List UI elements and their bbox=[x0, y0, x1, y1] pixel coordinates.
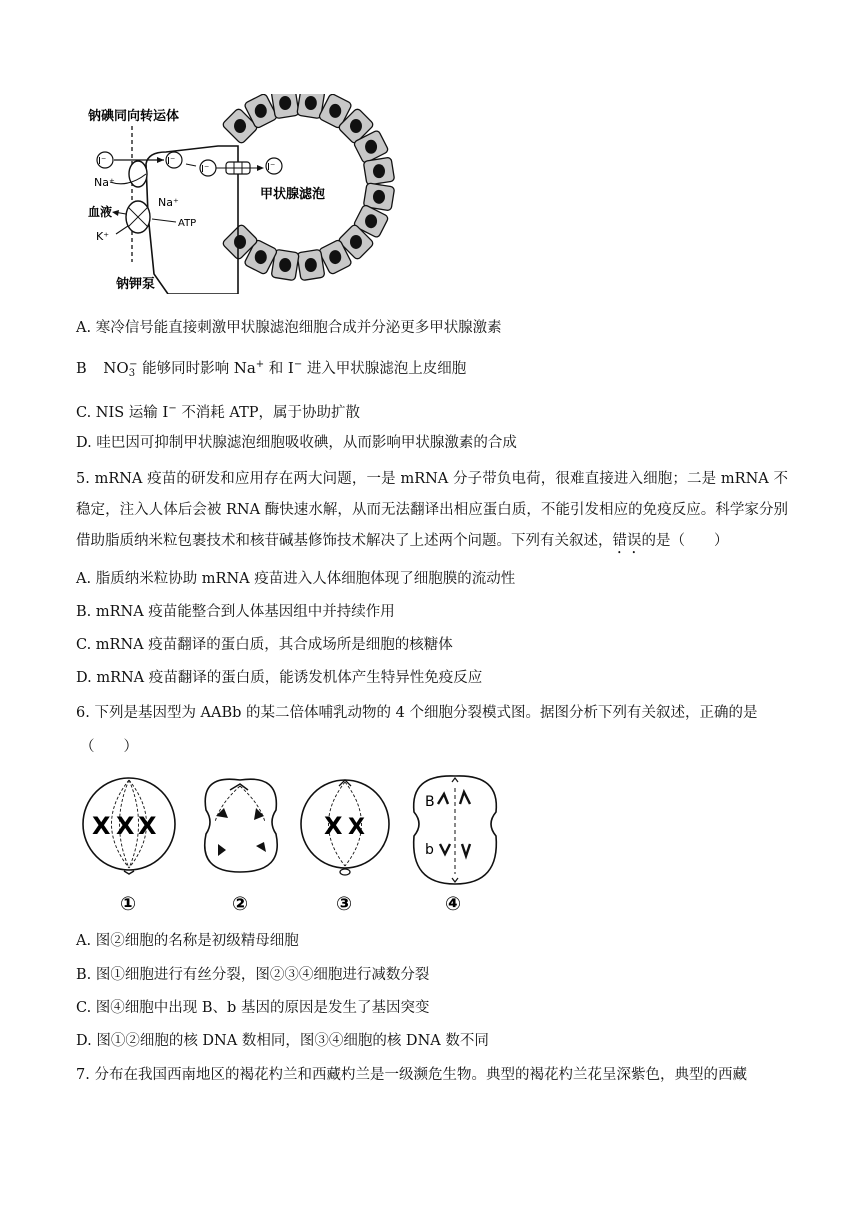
iodide-ion-c: I− bbox=[162, 403, 177, 421]
cell-nucleus bbox=[350, 119, 362, 133]
blood-label: 血液 bbox=[88, 205, 113, 219]
q4-option-d: D. 哇巴因可抑制甲状腺滤泡细胞吸收碘，从而影响甲状腺激素的合成 bbox=[76, 435, 517, 451]
svg-text:X: X bbox=[116, 812, 135, 840]
cell-2 bbox=[205, 779, 278, 872]
svg-text:X: X bbox=[348, 815, 365, 840]
cell-4 bbox=[414, 776, 497, 884]
atp-label: ATP bbox=[178, 218, 197, 229]
ion-i-label: I⁻ bbox=[98, 156, 107, 167]
cell-nucleus bbox=[373, 164, 385, 178]
gene-b-lower: b bbox=[425, 842, 434, 858]
q6-option-c: C. 图④细胞中出现 B、b 基因的原因是发生了基因突变 bbox=[76, 1000, 430, 1016]
option-c-end: 不消耗 ATP，属于协助扩散 bbox=[181, 405, 361, 421]
option-b-end: 进入甲状腺滤泡上皮细胞 bbox=[306, 361, 467, 377]
ion-i-follicle: I⁻ bbox=[267, 162, 276, 173]
sodium-ion: Na+ bbox=[233, 359, 265, 377]
q6-option-a: A. 图②细胞的名称是初级精母细胞 bbox=[76, 933, 299, 949]
cell-nucleus bbox=[279, 258, 291, 272]
svg-text:X: X bbox=[138, 812, 157, 840]
q7-stem: 7. 分布在我国西南地区的褐花杓兰和西藏杓兰是一级濒危生物。典型的褐花杓兰花呈深紫色，典型的西藏 bbox=[76, 1067, 747, 1083]
q6-option-b: B. 图①细胞进行有丝分裂，图②③④细胞进行减数分裂 bbox=[76, 967, 430, 983]
cell-nucleus bbox=[234, 119, 246, 133]
cell-nucleus bbox=[305, 96, 317, 110]
cell-label-4: ④ bbox=[445, 893, 462, 914]
svg-text:X: X bbox=[324, 812, 343, 840]
q5-emphasis: 错误 bbox=[612, 533, 642, 549]
thyroid-follicle-diagram bbox=[88, 94, 418, 294]
cell-nucleus bbox=[365, 214, 377, 228]
option-b-and: 和 bbox=[268, 361, 284, 377]
ion-k-label: K⁺ bbox=[96, 230, 110, 243]
cell-nucleus bbox=[255, 104, 267, 118]
ion-i-inside: I⁻ bbox=[167, 156, 176, 167]
q4-option-c bbox=[76, 399, 360, 423]
cell-nucleus bbox=[305, 258, 317, 272]
cell-label-3: ③ bbox=[336, 893, 353, 914]
option-b-letter: B bbox=[76, 361, 87, 377]
q5-option-a: A. 脂质纳米粒协助 mRNA 疫苗进入人体细胞体现了细胞膜的流动性 bbox=[76, 571, 516, 587]
cell-1 bbox=[83, 778, 175, 874]
q6-stem: 6. 下列是基因型为 AABb 的某二倍体哺乳动物的 4 个细胞分裂模式图。据图分析下列有关叙述，正确的是 bbox=[76, 705, 758, 721]
pump-label: 钠钾泵 bbox=[116, 277, 156, 292]
cell-label-1: ① bbox=[120, 893, 137, 914]
q6-stem-bracket: （ ） bbox=[80, 739, 138, 755]
cell-nucleus bbox=[234, 235, 246, 249]
q5-option-d: D. mRNA 疫苗翻译的蛋白质，能诱发机体产生特异性免疫反应 bbox=[76, 670, 483, 686]
q5-stem bbox=[76, 464, 788, 557]
cell-nucleus bbox=[350, 235, 362, 249]
q5-option-b: B. mRNA 疫苗能整合到人体基因组中并持续作用 bbox=[76, 604, 395, 620]
q5-option-c: C. mRNA 疫苗翻译的蛋白质，其合成场所是细胞的核糖体 bbox=[76, 637, 453, 653]
iodide-ion: I− bbox=[287, 359, 303, 377]
nitrate-ion: $NO_3^-$ bbox=[103, 359, 138, 379]
q5-stem-end: 的是（ ） bbox=[641, 533, 729, 549]
cell-division-diagram bbox=[80, 774, 510, 914]
q6-option-d: D. 图①②细胞的核 DNA 数相同，图③④细胞的核 DNA 数不同 bbox=[76, 1033, 489, 1049]
cell-nucleus bbox=[329, 250, 341, 264]
cell-nucleus bbox=[279, 96, 291, 110]
cell-3 bbox=[301, 780, 389, 875]
symporter-label: 钠碘同向转运体 bbox=[88, 109, 180, 124]
svg-text:X: X bbox=[92, 812, 111, 840]
q4-option-b bbox=[76, 355, 466, 384]
q5-stem-text: 5. mRNA 疫苗的研发和应用存在两大问题，一是 mRNA 分子带负电荷，很难直接进入细胞；二是 mRNA 不稳定，注入人体后会被 RNA 酶快速水解，从而无法翻译出相应蛋白质，不能引发相应的免疫反应。科学家分别借助脂质纳米粒包裹技术和核苷碱基修饰技术解决了上述两个问题。下列有关叙述， bbox=[76, 471, 788, 549]
option-b-text: 能够同时影响 bbox=[142, 361, 230, 377]
cell-nucleus bbox=[365, 140, 377, 154]
ion-na-label: Na⁺ bbox=[94, 176, 115, 189]
cell-nucleus bbox=[373, 190, 385, 204]
q4-option-a: A. 寒冷信号能直接刺激甲状腺滤泡细胞合成并分泌更多甲状腺激素 bbox=[76, 320, 502, 336]
follicle-label: 甲状腺滤泡 bbox=[260, 187, 326, 202]
cell-nucleus bbox=[255, 250, 267, 264]
option-c-text: C. NIS 运输 bbox=[76, 405, 158, 421]
ion-na-pump: Na⁺ bbox=[158, 196, 179, 209]
gene-b-upper: B bbox=[425, 794, 435, 810]
cell-nucleus bbox=[329, 104, 341, 118]
cell-label-2: ② bbox=[232, 893, 249, 914]
ion-i-cytoplasm: I⁻ bbox=[201, 164, 210, 175]
